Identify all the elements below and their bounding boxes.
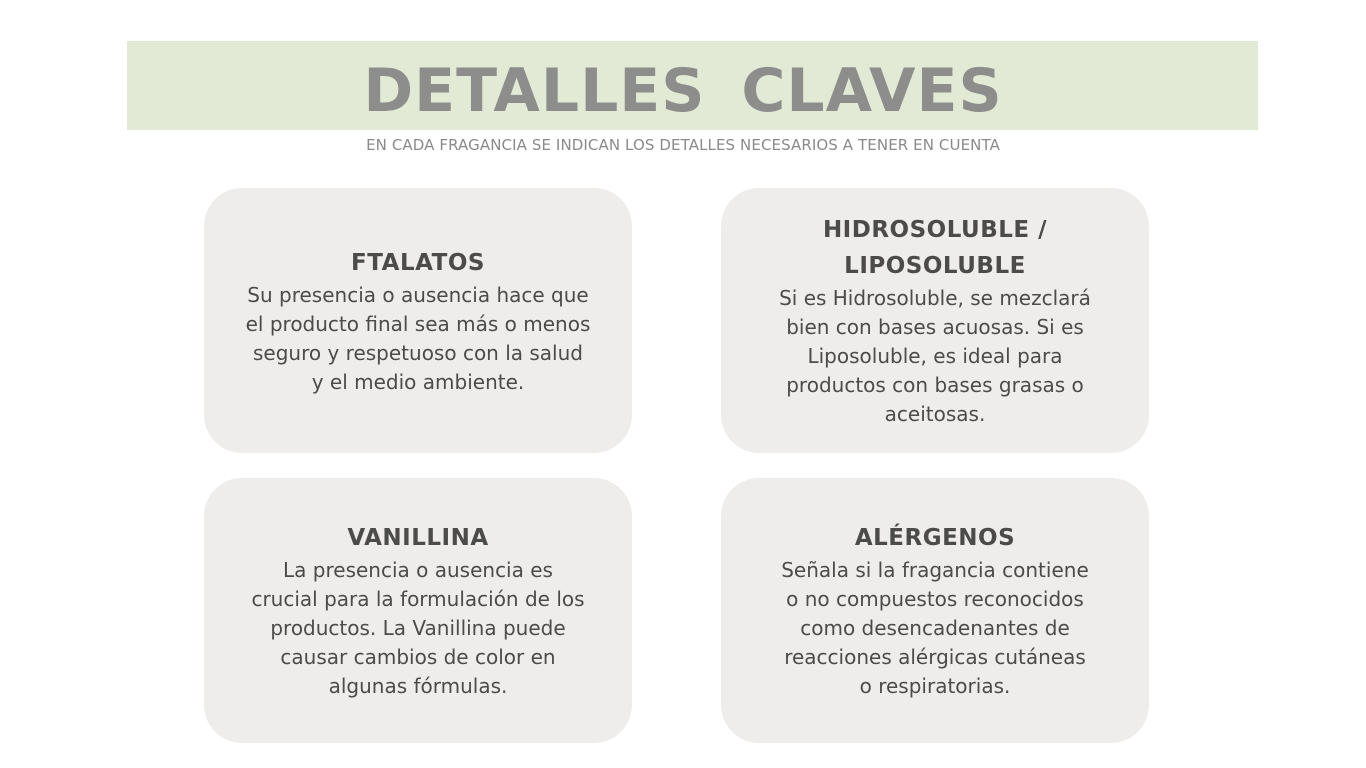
card-body: Señala si la fragancia contiene o no compuestos reconocidos como desencadenantes de reacciones alérgicas cutáneas o respiratorias. xyxy=(781,558,1089,698)
card-alergenos xyxy=(721,478,1149,743)
card-body: Si es Hidrosoluble, se mezclará bien con bases acuosas. Si es Liposoluble, es ideal para productos con bases grasas o aceitosas. xyxy=(779,286,1091,426)
card-heading: HIDROSOLUBLE / LIPOSOLUBLE xyxy=(822,217,1048,279)
card-heading: VANILLINA xyxy=(347,525,489,551)
card-body: La presencia o ausencia es crucial para la formulación de los productos. La Vanillina puede causar cambios de color en algunas fórmulas. xyxy=(251,558,585,698)
card-hidrosoluble-liposoluble xyxy=(721,188,1149,453)
card-heading: ALÉRGENOS xyxy=(854,525,1016,551)
card-ftalatos xyxy=(204,188,632,453)
page-title: DETALLES CLAVES xyxy=(363,56,1003,126)
card-vanillina xyxy=(204,478,632,743)
page-subtitle: EN CADA FRAGANCIA SE INDICAN LOS DETALLES NECESARIOS A TENER EN CUENTA xyxy=(366,136,1000,154)
card-body: Su presencia o ausencia hace que el producto final sea más o menos seguro y respetuoso con la salud y el medio ambiente. xyxy=(245,282,591,394)
card-heading: FTALATOS xyxy=(351,249,485,276)
